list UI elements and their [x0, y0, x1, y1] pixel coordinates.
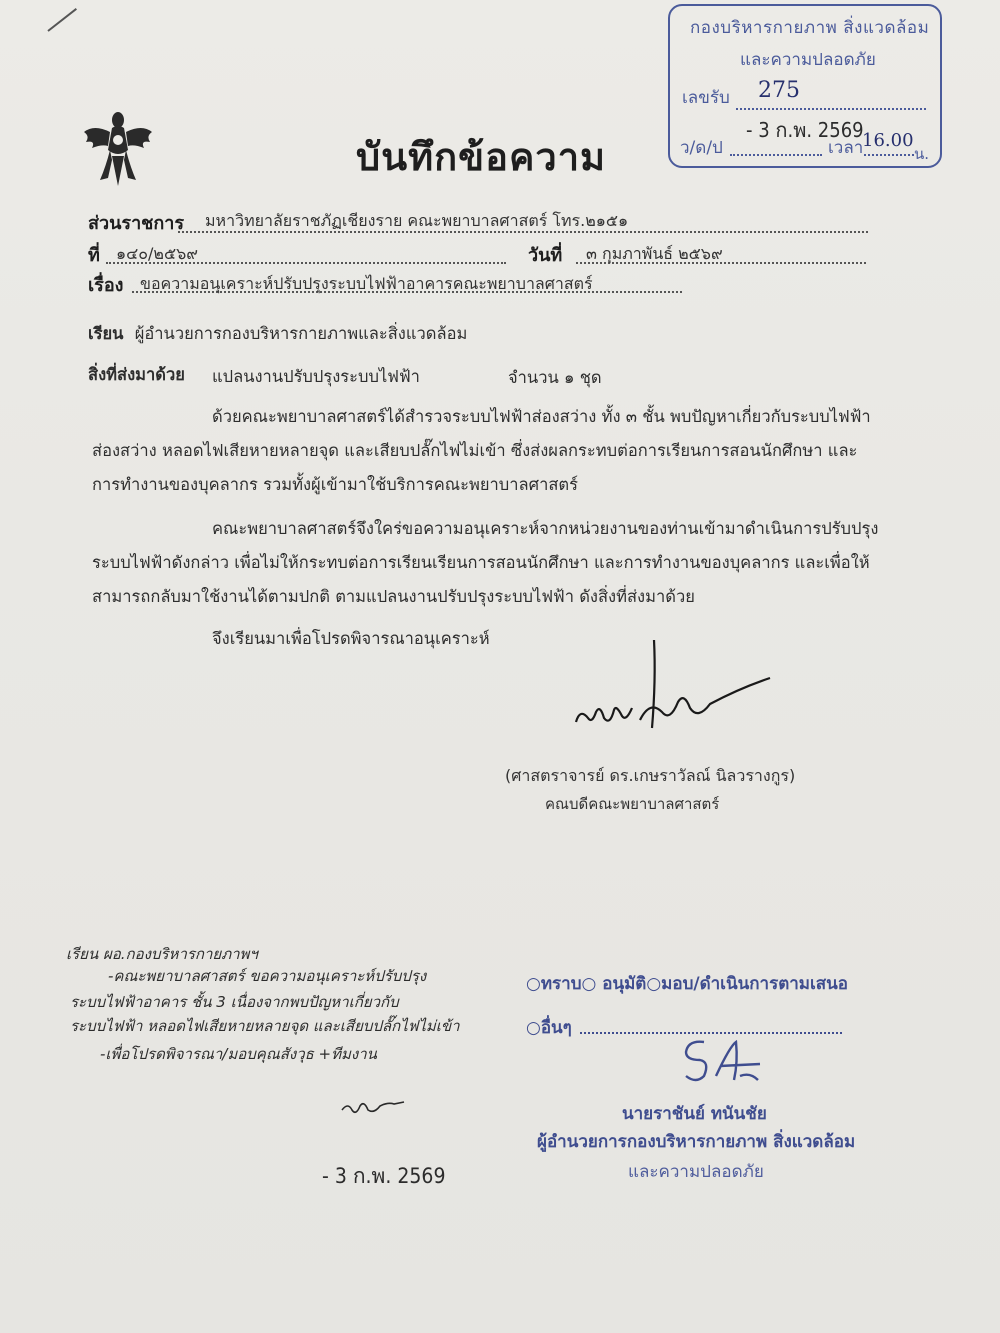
note-line4: ระบบไฟฟ้า หลอดไฟเสียหายหลายจุด และเสียบปลั๊กไฟไม่เข้า [70, 1017, 460, 1035]
memo-title: บันทึกข้อความ [356, 135, 607, 179]
director-position-line2: และความปลอดภัย [628, 1162, 764, 1182]
garuda-emblem-icon [82, 110, 154, 188]
closing-line: จึงเรียนมาเพื่อโปรดพิจารณาอนุเคราะห์ [212, 629, 490, 648]
stamp-time-value: 16.00 [862, 130, 914, 151]
to-label: เรียน [88, 324, 124, 343]
subject-label: เรื่อง [88, 275, 124, 296]
director-position-line1: ผู้อำนวยการกองบริหารกายภาพ สิ่งแวดล้อม [537, 1132, 856, 1152]
note-line5: -เพื่อโปรดพิจารณา/มอบคุณสังวุธ +ทีมงาน [100, 1045, 377, 1063]
enclosure-label: สิ่งที่ส่งมาด้วย [88, 365, 185, 384]
director-name: นายราชันย์ ทนันชัย [622, 1104, 767, 1124]
para1-line2: ส่องสว่าง หลอดไฟเสียหายหลายจุด และเสียบปลั๊กไฟไม่เข้า ซึ่งส่งผลกระทบต่อการเรียนการสอนนักศึกษา และ [92, 441, 858, 460]
para1-line1: ด้วยคณะพยาบาลศาสตร์ได้สำรวจระบบไฟฟ้าส่องสว่าง ทั้ง ๓ ชั้น พบปัญหาเกี่ยวกับระบบไฟฟ้า [212, 407, 871, 426]
note-line1: เรียน ผอ.กองบริหารกายภาพฯ [66, 945, 258, 963]
stamp-date-label: ว/ด/ป [680, 138, 723, 158]
note-initials [338, 1092, 408, 1120]
enclosure-quantity: จำนวน ๑ ชุด [508, 368, 602, 387]
decision-other-dots [580, 1032, 842, 1034]
director-signature [680, 1036, 770, 1086]
department-value: มหาวิทยาลัยราชภัฏเชียงราย คณะพยาบาลศาสตร์ โทร.๒๑๕๑ [205, 211, 629, 230]
paper-crease [47, 8, 77, 32]
signer-position: คณบดีคณะพยาบาลศาสตร์ [545, 795, 720, 813]
date-value: ๓ กุมภาพันธ์ ๒๕๖๙ [586, 244, 723, 263]
receiving-stamp [668, 4, 942, 168]
decision-options: ○ทราบ○ อนุมัติ○มอบ/ดำเนินการตามเสนอ [526, 974, 849, 994]
subject-value: ขอความอนุเคราะห์ปรับปรุงระบบไฟฟ้าอาคารคณะพยาบาลศาสตร์ [140, 274, 593, 293]
note-date-stamp: - 3 ก.พ. 2569 [322, 1164, 446, 1188]
ref-value: ๑๔๐/๒๕๖๙ [116, 244, 198, 263]
stamp-receive-dots [736, 108, 926, 110]
note-line2: -คณะพยาบาลศาสตร์ ขอความอนุเคราะห์ปรับปรุง [108, 967, 427, 985]
stamp-time-unit: น. [914, 145, 930, 163]
stamp-date-value: - 3 ก.พ. 2569 [746, 118, 864, 142]
date-label: วันที่ [528, 245, 563, 266]
stamp-receive-number: 275 [758, 78, 800, 103]
department-label: ส่วนราชการ [88, 213, 185, 234]
signer-name: (ศาสตราจารย์ ดร.เกษราวัลณ์ นิลวรางกูร) [505, 766, 796, 785]
enclosure-value: แปลนงานปรับปรุงระบบไฟฟ้า [212, 367, 420, 386]
para2-line2: ระบบไฟฟ้าดังกล่าว เพื่อไม่ให้กระทบต่อการเรียนเรียนการสอนนักศึกษา และการทำงานของบุคลากร และเพื่อให้ [92, 553, 870, 572]
to-value: ผู้อำนวยการกองบริหารกายภาพและสิ่งแวดล้อม [134, 324, 468, 343]
decision-other-label: ○อื่นๆ [526, 1018, 572, 1038]
stamp-receive-label: เลขรับ [682, 88, 730, 108]
ref-label: ที่ [88, 245, 100, 266]
note-line3: ระบบไฟฟ้าอาคาร ชั้น 3 เนื่องจากพบปัญหาเกี่ยวกับ [70, 993, 399, 1011]
stamp-time-label: เวลา [828, 138, 864, 158]
stamp-org-line1: กองบริหารกายภาพ สิ่งแวดล้อม [690, 18, 930, 38]
stamp-date-dots [730, 154, 822, 156]
para2-line1: คณะพยาบาลศาสตร์จึงใคร่ขอความอนุเคราะห์จากหน่วยงานของท่านเข้ามาดำเนินการปรับปรุง [212, 519, 879, 538]
stamp-org-line2: และความปลอดภัย [740, 50, 876, 70]
para2-line3: สามารถกลับมาใช้งานได้ตามปกติ ตามแปลนงานปรับปรุงระบบไฟฟ้า ดังสิ่งที่ส่งมาด้วย [92, 587, 695, 606]
dean-signature [570, 630, 780, 740]
stamp-time-dots [864, 154, 914, 156]
para1-line3: การทำงานของบุคลากร รวมทั้งผู้เข้ามาใช้บริการคณะพยาบาลศาสตร์ [92, 475, 578, 494]
